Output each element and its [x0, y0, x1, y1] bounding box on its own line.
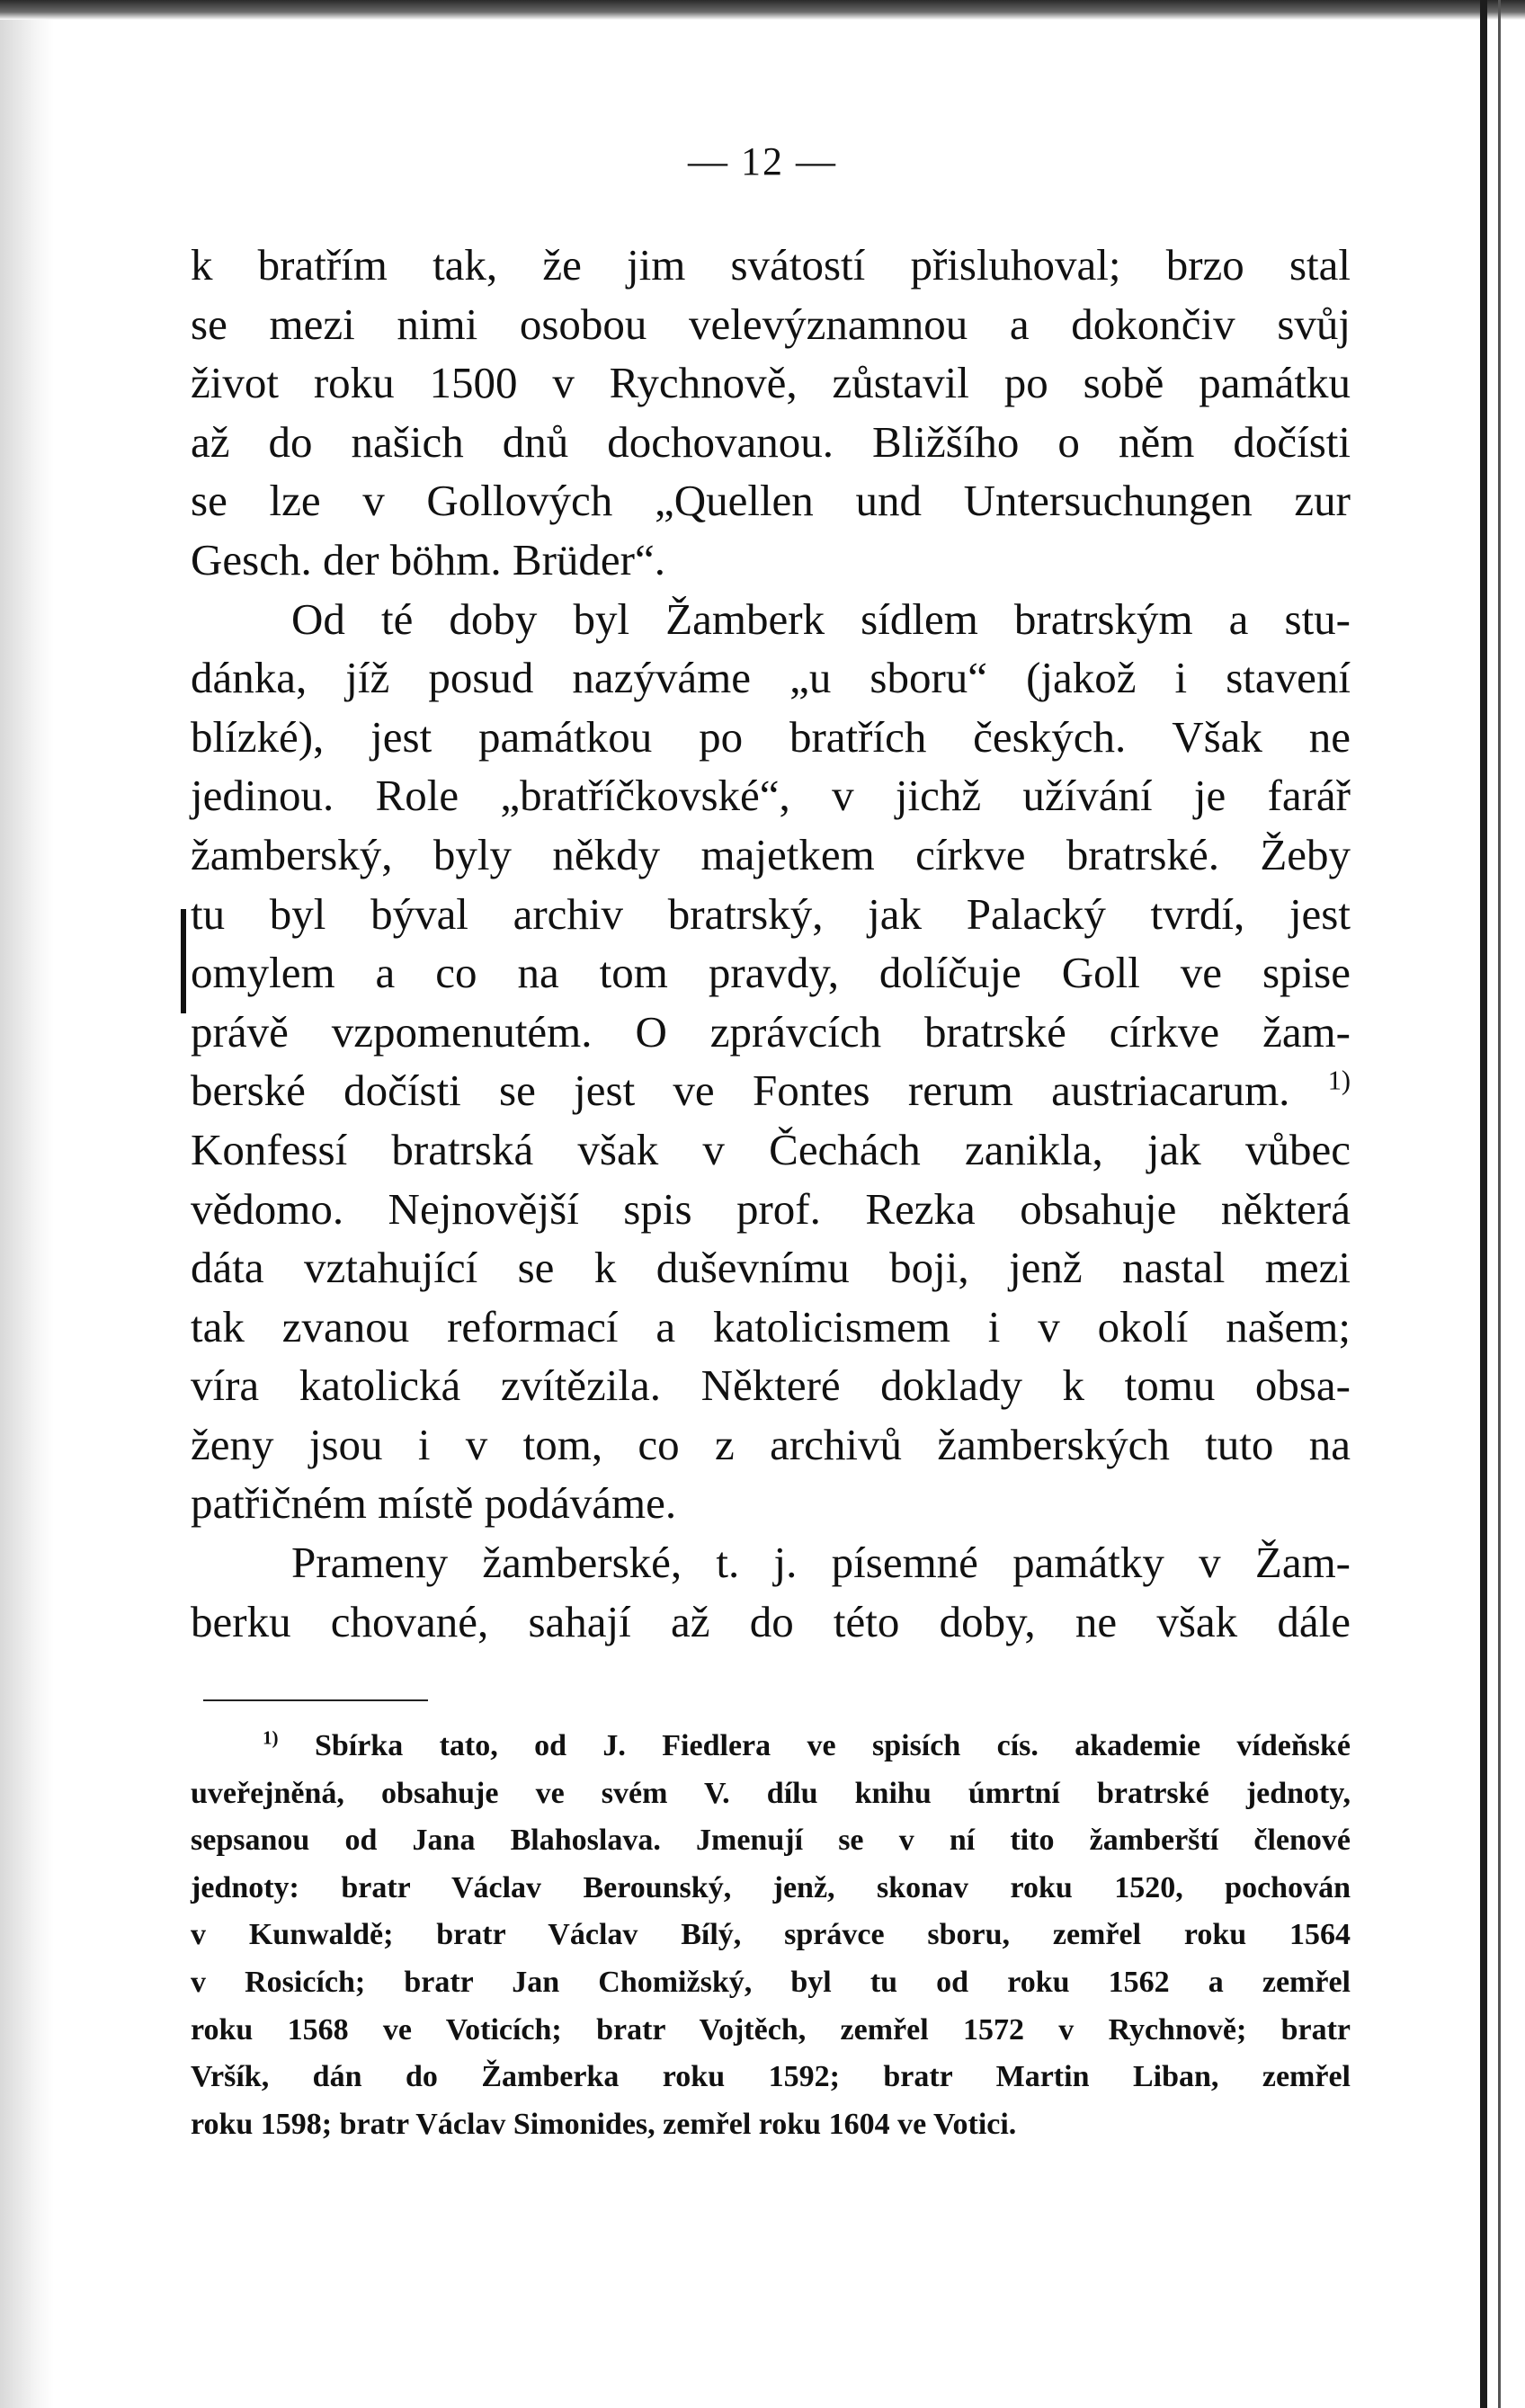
paragraph-start: Prameny žamberské, t. j. písemné památky v Žam-: [291, 1538, 1351, 1588]
page-top-edge: [0, 0, 1525, 20]
binding-edge: [1480, 0, 1487, 2408]
footnote-line: v Kunwaldě; bratr Václav Bílý, správce sboru, zemřel roku 1564: [191, 1918, 1351, 1952]
text-line: dáta vztahující se k duševnímu boji, jenž nastal mezi: [191, 1243, 1351, 1293]
footnote-line: v Rosicích; bratr Jan Chomižský, byl tu od roku 1562 a zemřel: [191, 1965, 1351, 1999]
text-line-with-footnote: [191, 1061, 1351, 1120]
text-line: život roku 1500 v Rychnově, zůstavil po sobě památku: [191, 358, 1351, 408]
footnote-marker: 1): [263, 1726, 279, 1749]
footnote-line: roku 1598; bratr Václav Simonides, zemřel roku 1604 ve Votici.: [191, 2107, 1017, 2141]
text-line: ženy jsou i v tom, co z archivů žamberských tuto na: [191, 1419, 1351, 1469]
text-line: patřičném místě podáváme.: [191, 1478, 677, 1529]
text-line: omylem a co na tom pravdy, dolíčuje Goll ve spise: [191, 948, 1351, 998]
page-edge-shadow: [0, 0, 54, 2408]
binding-edge-thin: [1498, 0, 1501, 2408]
margin-mark: [181, 909, 186, 1013]
text-line: tu byl býval archiv bratrský, jak Palacký tvrdí, jest: [191, 888, 1351, 939]
text-line: dánka, jíž posud nazýváme „u sboru“ (jakož i stavení: [191, 653, 1351, 703]
text-line: berku chované, sahají až do této doby, ne však dále: [191, 1596, 1351, 1646]
text-line: se lze v Gollových „Quellen und Untersuchungen zur: [191, 476, 1351, 526]
text-line: jedinou. Role „bratříčkovské“, v jichž užívání je farář: [191, 771, 1351, 821]
text-line: Gesch. der böhm. Brüder“.: [191, 534, 665, 584]
text-line: vědomo. Nejnovější spis prof. Rezka obsahuje některá: [191, 1183, 1351, 1234]
text-line: víra katolická zvítězila. Některé doklady k tomu obsa-: [191, 1360, 1351, 1411]
text-line: až do našich dnů dochovanou. Bližšího o něm dočísti: [191, 416, 1351, 467]
footnote-first-line: [191, 1723, 1351, 1770]
text-line: blízké), jest památkou po bratřích českých. Však ne: [191, 711, 1351, 762]
footnote-line-content: Sbírka tato, od J. Fiedlera ve spisích cís. akademie vídeňské: [314, 1729, 1351, 1762]
paragraph-start: Od té doby byl Žamberk sídlem bratrským a stu-: [291, 593, 1351, 644]
footnote: [191, 1723, 1351, 2148]
text-line-content: berské dočísti se jest ve Fontes rerum austriacarum.: [191, 1066, 1290, 1116]
main-text: [191, 236, 1351, 1651]
footnote-line: roku 1568 ve Voticích; bratr Vojtěch, zemřel 1572 v Rychnově; bratr: [191, 2012, 1351, 2047]
footnote-line: uveřejněná, obsahuje ve svém V. dílu knihu úmrtní bratrské jednoty,: [191, 1776, 1351, 1810]
text-line: právě vzpomenutém. O zprávcích bratrské církve žam-: [191, 1006, 1351, 1057]
footnote-line: jednoty: bratr Václav Berounský, jenž, skonav roku 1520, pochován: [191, 1870, 1351, 1904]
footnote-divider: [203, 1699, 428, 1701]
text-line: se mezi nimi osobou velevýznamnou a dokončiv svůj: [191, 299, 1351, 349]
text-line: žamberský, byly někdy majetkem církve bratrské. Žeby: [191, 829, 1351, 879]
text-line: tak zvanou reformací a katolicismem i v okolí našem;: [191, 1301, 1351, 1351]
text-line: Konfessí bratrská však v Čechách zanikla, jak vůbec: [191, 1124, 1351, 1174]
page-number-header: — 12 —: [688, 139, 837, 183]
footnote-line: Vršík, dán do Žamberka roku 1592; bratr Martin Liban, zemřel: [191, 2060, 1351, 2094]
footnote-line: sepsanou od Jana Blahoslava. Jmenují se v ní tito žamberští členové: [191, 1824, 1351, 1858]
footnote-reference[interactable]: 1): [1327, 1065, 1351, 1096]
text-line: k bratřím tak, že jim svátostí přisluhoval; brzo stal: [191, 240, 1351, 290]
